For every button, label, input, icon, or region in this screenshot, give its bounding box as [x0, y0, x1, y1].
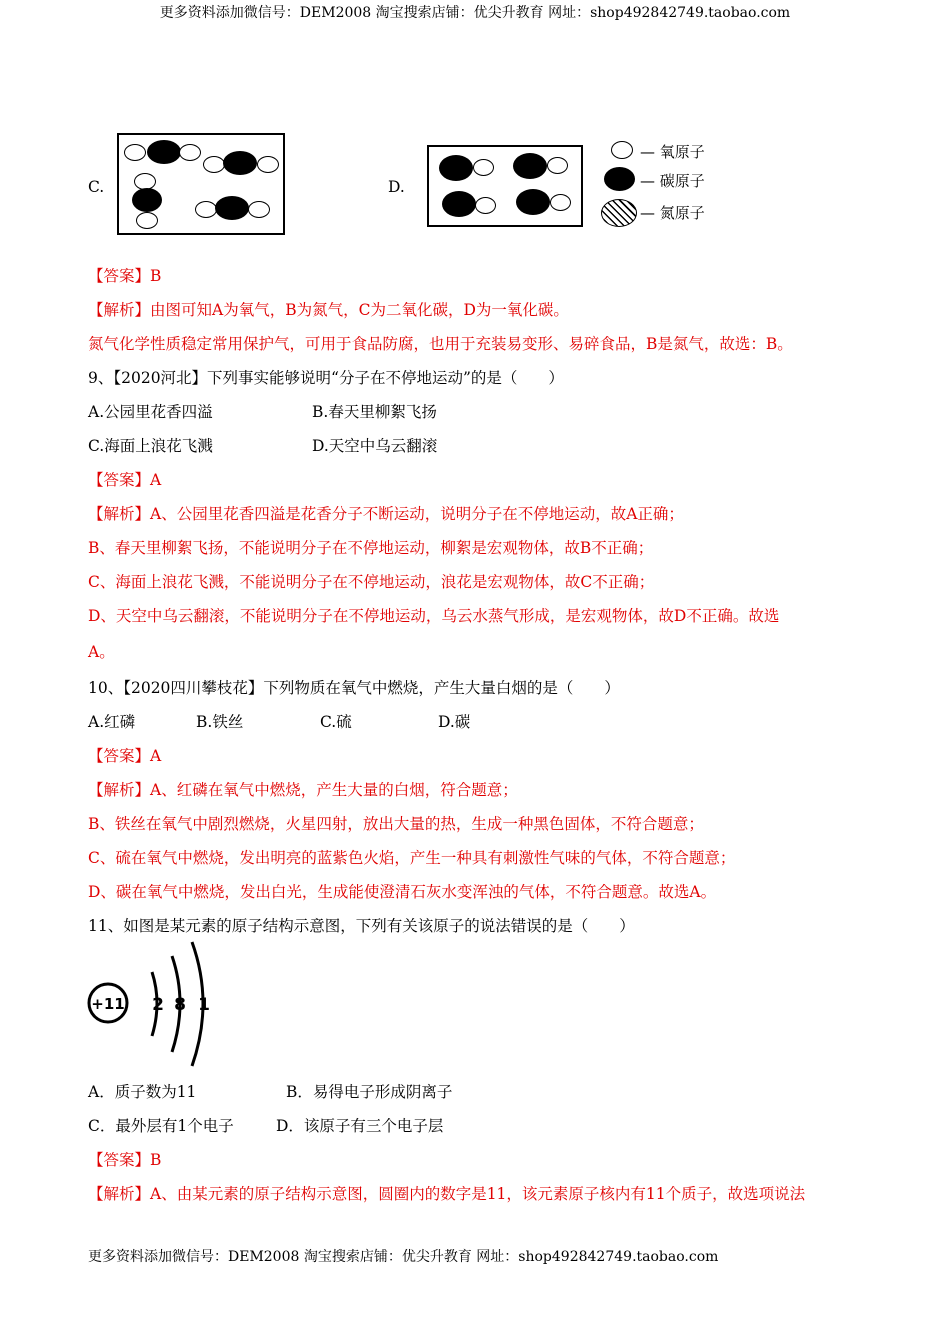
q11-analysis: 【解析】A、由某元素的原子结构示意图，圆圈内的数字是11，该元素原子核内有11个质子，故选项说法 — [88, 1185, 806, 1203]
legend-nitrogen-icon — [601, 199, 637, 227]
oxygen-atom — [124, 144, 146, 161]
q9-analysis: D、天空中乌云翻滚，不能说明分子在不停地运动，乌云水蒸气形成，是宏观物体，故D不正确。故选 — [88, 607, 780, 625]
q9-answer: 【答案】A — [88, 471, 162, 489]
q8-answer: 【答案】B — [88, 267, 162, 285]
diagram-c — [117, 133, 285, 235]
carbon-atom — [132, 188, 162, 212]
carbon-atom — [147, 140, 181, 164]
atom-structure-diagram — [86, 940, 218, 1070]
carbon-atom — [513, 153, 547, 179]
q9-option-c: C.海面上浪花飞溅 — [88, 437, 213, 455]
q10-option-a: A.红磷 — [88, 713, 136, 731]
page-header: 更多资料添加微信号：DEM2008 淘宝搜索店铺：优尖升教育 网址：shop492842749.taobao.com — [159, 5, 791, 21]
q11-option-d: D．该原子有三个电子层 — [276, 1117, 444, 1135]
option-d-label: D. — [388, 178, 405, 196]
option-c-label: C. — [88, 178, 105, 196]
legend-carbon-icon — [604, 167, 635, 191]
q10-analysis: B、铁丝在氧气中剧烈燃烧，火星四射，放出大量的热，生成一种黑色固体，不符合题意； — [88, 815, 704, 833]
q10-analysis: 【解析】A、红磷在氧气中燃烧，产生大量的白烟，符合题意； — [88, 781, 518, 799]
legend-oxygen-icon — [611, 141, 633, 159]
q10-option-d: D.碳 — [438, 713, 471, 731]
shell-2-electrons: 8 — [174, 995, 186, 1015]
q11-option-b: B．易得电子形成阴离子 — [286, 1083, 453, 1101]
shell-1-electrons: 2 — [152, 995, 164, 1015]
q11-option-a: A．质子数为11 — [88, 1083, 197, 1101]
q10-stem: 10、【2020四川攀枝花】下列物质在氧气中燃烧，产生大量白烟的是（ ） — [88, 679, 620, 697]
carbon-atom — [442, 191, 476, 217]
q9-stem: 9、【2020河北】下列事实能够说明“分子在不停地运动”的是（ ） — [88, 369, 564, 387]
oxygen-atom — [248, 201, 270, 218]
q9-analysis: B、春天里柳絮飞扬，不能说明分子在不停地运动，柳絮是宏观物体，故B不正确； — [88, 539, 654, 557]
q9-analysis: 【解析】A、公园里花香四溢是花香分子不断运动，说明分子在不停地运动，故A正确； — [88, 505, 684, 523]
q11-option-c: C．最外层有1个电子 — [88, 1117, 234, 1135]
q9-option-a: A.公园里花香四溢 — [88, 403, 213, 421]
q8-analysis: 氮气化学性质稳定常用保护气，可用于食品防腐，也用于充装易变形、易碎食品，B是氮气，故选：B。 — [88, 335, 793, 353]
q9-analysis: A。 — [88, 643, 115, 661]
oxygen-atom — [257, 156, 279, 173]
legend-carbon-label: — 碳原子 — [640, 172, 705, 190]
page-footer: 更多资料添加微信号：DEM2008 淘宝搜索店铺：优尖升教育 网址：shop492842749.taobao.com — [88, 1249, 719, 1265]
q11-stem: 11、如图是某元素的原子结构示意图，下列有关该原子的说法错误的是（ ） — [88, 917, 635, 935]
oxygen-atom — [195, 201, 217, 218]
oxygen-atom — [547, 157, 568, 174]
oxygen-atom — [179, 144, 201, 161]
shell-3-electrons: 1 — [198, 995, 210, 1015]
oxygen-atom — [550, 194, 571, 211]
carbon-atom — [215, 196, 249, 220]
carbon-atom — [439, 155, 473, 181]
q8-analysis: 【解析】由图可知A为氧气，B为氮气，C为二氧化碳，D为一氧化碳。 — [88, 301, 569, 319]
oxygen-atom — [203, 156, 225, 173]
legend-nitrogen-label: — 氮原子 — [640, 204, 705, 222]
nucleus-charge: +11 — [91, 995, 125, 1013]
q10-analysis: C、硫在氧气中燃烧，发出明亮的蓝紫色火焰，产生一种具有刺激性气味的气体，不符合题意； — [88, 849, 736, 867]
oxygen-atom — [475, 197, 496, 214]
q10-option-b: B.铁丝 — [196, 713, 244, 731]
legend-oxygen-label: — 氧原子 — [640, 143, 705, 161]
q10-option-c: C.硫 — [320, 713, 352, 731]
carbon-atom — [223, 151, 257, 175]
q10-answer: 【答案】A — [88, 747, 162, 765]
q9-analysis: C、海面上浪花飞溅，不能说明分子在不停地运动，浪花是宏观物体，故C不正确； — [88, 573, 655, 591]
carbon-atom — [516, 189, 550, 215]
q9-option-d: D.天空中乌云翻滚 — [312, 437, 438, 455]
q11-answer: 【答案】B — [88, 1151, 162, 1169]
oxygen-atom — [136, 212, 158, 229]
diagram-d — [427, 145, 583, 227]
q9-option-b: B.春天里柳絮飞扬 — [312, 403, 437, 421]
oxygen-atom — [473, 159, 494, 176]
q10-analysis: D、碳在氧气中燃烧，发出白光，生成能使澄清石灰水变浑浊的气体，不符合题意。故选A。 — [88, 883, 717, 901]
